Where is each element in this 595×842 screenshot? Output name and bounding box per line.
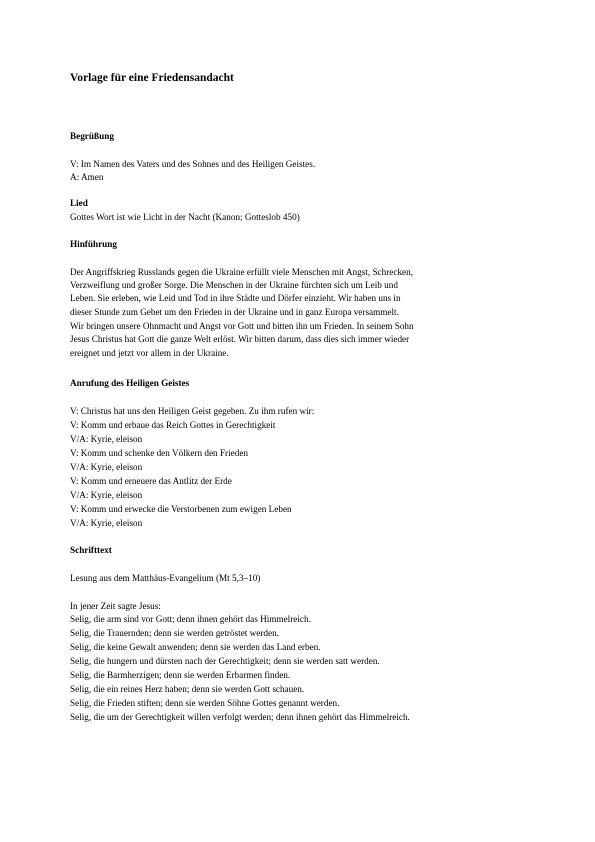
invocation-line: V: Christus hat uns den Heiligen Geist gegeben. Zu ihm rufen wir:: [70, 406, 315, 416]
invocation-line: V: Komm und schenke den Völkern den Frieden: [70, 448, 249, 458]
heading-introduction: Hinführung: [70, 239, 117, 249]
invocation-line: V/A: Kyrie, eleison: [70, 462, 143, 472]
song-line: Gottes Wort ist wie Licht in der Nacht (Kanon; Gotteslob 450): [70, 212, 300, 222]
introduction-line: dieser Stunde zum Gebet um den Frieden in der Ukraine und in ganz Europa versammelt.: [70, 307, 399, 317]
scripture-line: Selig, die Barmherzigen; denn sie werden Erbarmen finden.: [70, 670, 291, 680]
heading-invocation: Anrufung des Heiligen Geistes: [70, 378, 190, 388]
scripture-line: Selig, die Frieden stiften; denn sie werden Söhne Gottes genannt werden.: [70, 698, 340, 708]
invocation-line: V: Komm und erbaue das Reich Gottes in Gerechtigkeit: [70, 420, 276, 430]
introduction-line: Verzweiflung und großer Sorge. Die Menschen in der Ukraine fürchten sich um Leib und: [70, 280, 398, 290]
invocation-line: V/A: Kyrie, eleison: [70, 490, 143, 500]
introduction-line: Wir bringen unsere Ohnmacht und Angst vor Gott und bitten ihn um Frieden. In seinem Sohn: [70, 321, 414, 331]
scripture-line: Selig, die ein reines Herz haben; denn sie werden Gott schauen.: [70, 684, 305, 694]
scripture-line: Selig, die Trauernden; denn sie werden getröstet werden.: [70, 628, 279, 638]
invocation-line: V/A: Kyrie, eleison: [70, 434, 143, 444]
introduction-line: Leben. Sie erleben, wie Leid und Tod in ihre Städte und Dörfer einzieht. Wir haben uns in: [70, 293, 401, 303]
greeting-line: A: Amen: [70, 172, 104, 182]
scripture-line: Selig, die arm sind vor Gott; denn ihnen gehört das Himmelreich.: [70, 614, 311, 624]
introduction-line: Jesus Christus hat Gott die ganze Welt erlöst. Wir bitten darum, dass dies sich immer wieder: [70, 334, 410, 344]
scripture-reading: Lesung aus dem Matthäus-Evangelium (Mt 5,3–10): [70, 573, 261, 583]
scripture-line: Selig, die um der Gerechtigkeit willen verfolgt werden; denn ihnen gehört das Himmelreich.: [70, 712, 410, 722]
invocation-line: V/A: Kyrie, eleison: [70, 518, 143, 528]
heading-scripture: Schrifttext: [70, 545, 112, 555]
scripture-line: Selig, die keine Gewalt anwenden; denn sie werden das Land erben.: [70, 642, 321, 652]
introduction-line: ereignet und jetzt vor allem in der Ukraine.: [70, 348, 229, 358]
heading-greeting: Begrüßung: [70, 131, 114, 141]
scripture-line: Selig, die hungern und dürsten nach der Gerechtigkeit; denn sie werden satt werden.: [70, 656, 380, 666]
invocation-line: V: Komm und erwecke die Verstorbenen zum ewigen Leben: [70, 504, 292, 514]
document-title: Vorlage für eine Friedensandacht: [70, 72, 234, 84]
scripture-line: In jener Zeit sagte Jesus:: [70, 601, 161, 611]
invocation-line: V: Komm und erneuere das Antlitz der Erde: [70, 476, 232, 486]
greeting-line: V: Im Namen des Vaters und des Sohnes und des Heiligen Geistes.: [70, 159, 316, 169]
introduction-line: Der Angriffskrieg Russlands gegen die Ukraine erfüllt viele Menschen mit Angst, Schrecken,: [70, 267, 413, 277]
heading-song: Lied: [70, 198, 88, 208]
